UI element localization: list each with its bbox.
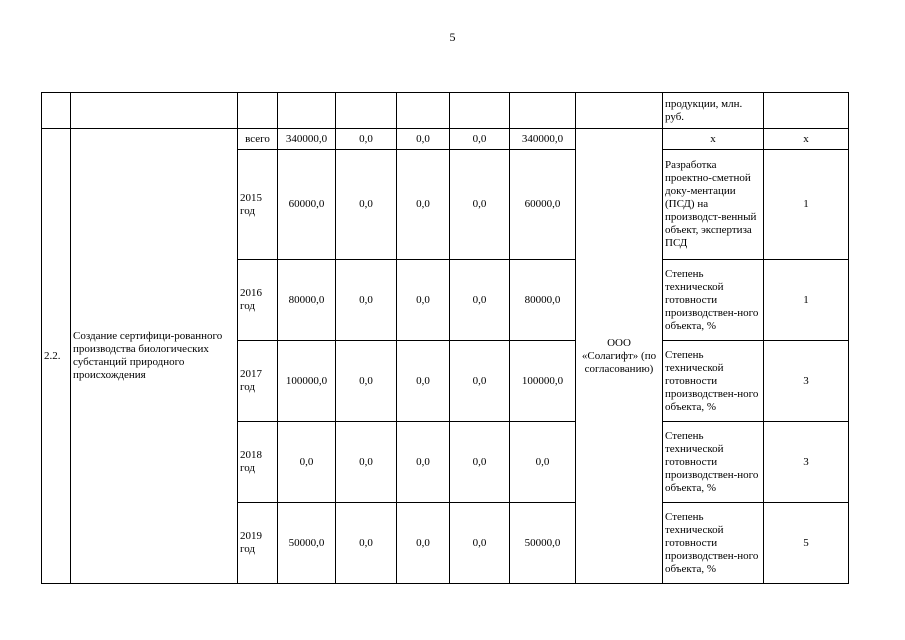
- year-label: всего: [238, 129, 278, 150]
- value-cell: 100000,0: [278, 341, 336, 422]
- value-cell: 0,0: [450, 503, 510, 584]
- value-cell: 0,0: [397, 341, 450, 422]
- year-label: 2019 год: [238, 503, 278, 584]
- table-row-total: [42, 129, 849, 150]
- indicator-value: 1: [764, 260, 849, 341]
- indicator-cell: Степень технической готовности производствен-ного объекта, %: [663, 341, 764, 422]
- value-cell: 50000,0: [510, 503, 576, 584]
- value-cell: 0,0: [336, 503, 397, 584]
- value-cell: 50000,0: [278, 503, 336, 584]
- table-cell: [510, 93, 576, 129]
- indicator-cell: х: [663, 129, 764, 150]
- value-cell: 0,0: [336, 129, 397, 150]
- indicator-cell: Степень технической готовности производствен-ного объекта, %: [663, 503, 764, 584]
- table-cell: [238, 93, 278, 129]
- executor-cell: ООО «Солагифт» (по согласованию): [576, 129, 663, 584]
- value-cell: 0,0: [510, 422, 576, 503]
- value-cell: 0,0: [397, 422, 450, 503]
- item-number: 2.2.: [42, 129, 71, 584]
- table-cell: [450, 93, 510, 129]
- value-cell: 0,0: [450, 260, 510, 341]
- value-cell: 80000,0: [278, 260, 336, 341]
- year-label: 2018 год: [238, 422, 278, 503]
- table-cell: [278, 93, 336, 129]
- table-cell: [764, 93, 849, 129]
- value-cell: 0,0: [336, 150, 397, 260]
- value-cell: 0,0: [397, 129, 450, 150]
- value-cell: 80000,0: [510, 260, 576, 341]
- indicator-value: 1: [764, 150, 849, 260]
- value-cell: 60000,0: [278, 150, 336, 260]
- value-cell: 0,0: [450, 422, 510, 503]
- value-cell: 340000,0: [510, 129, 576, 150]
- value-cell: 0,0: [397, 260, 450, 341]
- indicator-cell: Степень технической готовности производствен-ного объекта, %: [663, 260, 764, 341]
- indicator-value: 3: [764, 341, 849, 422]
- year-label: 2017 год: [238, 341, 278, 422]
- indicator-cell: продукции, млн. руб.: [663, 93, 764, 129]
- value-cell: 0,0: [336, 260, 397, 341]
- value-cell: 0,0: [397, 503, 450, 584]
- value-cell: 0,0: [450, 150, 510, 260]
- table-row: [42, 93, 849, 129]
- value-cell: 0,0: [450, 341, 510, 422]
- value-cell: 0,0: [450, 129, 510, 150]
- value-cell: 0,0: [278, 422, 336, 503]
- indicator-cell: Степень технической готовности производствен-ного объекта, %: [663, 422, 764, 503]
- indicator-value: х: [764, 129, 849, 150]
- page-number: 5: [449, 30, 456, 44]
- value-cell: 0,0: [336, 422, 397, 503]
- table-cell: [576, 93, 663, 129]
- year-label: 2016 год: [238, 260, 278, 341]
- table-cell: [336, 93, 397, 129]
- indicator-value: 3: [764, 422, 849, 503]
- item-title: Создание сертифици-рованного производства биологических субстанций природного происхождения: [71, 129, 238, 584]
- table-cell: [42, 93, 71, 129]
- program-table: [41, 92, 849, 584]
- year-label: 2015 год: [238, 150, 278, 260]
- indicator-cell: Разработка проектно-сметной доку-ментации (ПСД) на производст-венный объект, экспертиза ПСД: [663, 150, 764, 260]
- value-cell: 0,0: [397, 150, 450, 260]
- table-cell: [397, 93, 450, 129]
- value-cell: 0,0: [336, 341, 397, 422]
- value-cell: 60000,0: [510, 150, 576, 260]
- value-cell: 340000,0: [278, 129, 336, 150]
- indicator-value: 5: [764, 503, 849, 584]
- table-cell: [71, 93, 238, 129]
- value-cell: 100000,0: [510, 341, 576, 422]
